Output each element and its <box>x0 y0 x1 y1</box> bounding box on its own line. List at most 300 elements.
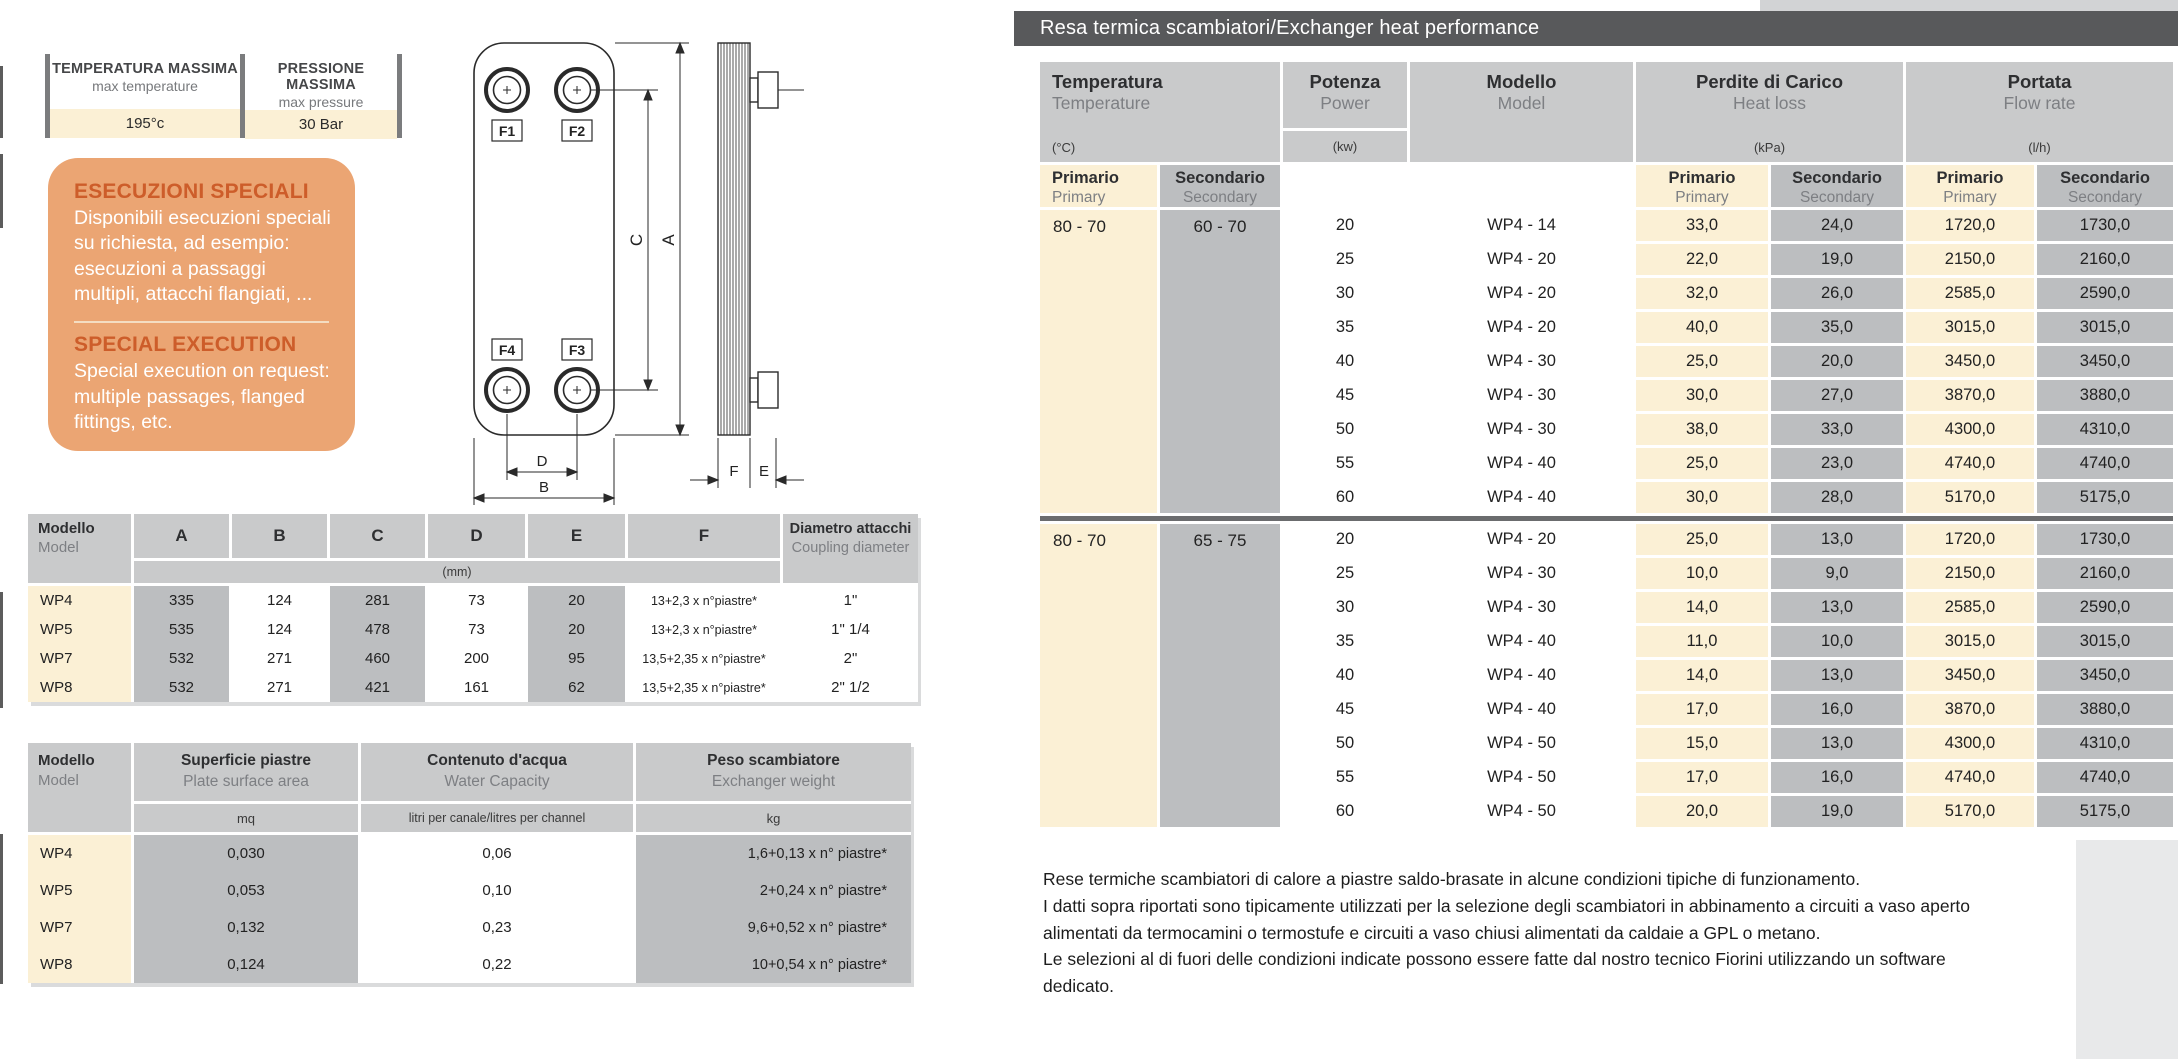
capacity-cell: 0,22 <box>361 946 633 983</box>
performance-row <box>1283 482 2173 513</box>
heat-loss-secondary-cell: 16,0 <box>1771 694 1903 725</box>
model-cell: WP4 - 14 <box>1410 210 1633 241</box>
heat-loss-primary-cell: 10,0 <box>1636 558 1768 589</box>
capacity-cell: 0,10 <box>361 872 633 909</box>
section-title: Resa termica scambiatori/Exchanger heat performance <box>1040 17 1540 39</box>
primary-temp-value: 80 - 70 <box>1040 210 1157 513</box>
weight-unit: kg <box>636 804 911 832</box>
dimension-letter: B <box>232 514 327 558</box>
power-cell: 60 <box>1283 482 1407 513</box>
table-row <box>28 909 911 946</box>
heat-loss-primary-cell: 33,0 <box>1636 210 1768 241</box>
performance-row <box>1283 728 2173 759</box>
notes-text <box>1043 866 1978 1000</box>
power-cell: 60 <box>1283 796 1407 827</box>
heat-loss-secondary-cell: 16,0 <box>1771 762 1903 793</box>
surface-header-it: Superficie piastre <box>180 752 312 769</box>
dim-a-cell: 335 <box>134 586 229 615</box>
secondary-label-en: Secondary <box>2067 188 2143 206</box>
capacity-unit: litri per canale/litres per channel <box>361 804 633 832</box>
primary-label-en: Primary <box>1675 188 1729 206</box>
coupling-header-en: Coupling diameter <box>791 539 910 556</box>
flow-rate-primary-cell: 5170,0 <box>1906 482 2034 513</box>
flow-rate-header-it: Portata <box>2007 71 2072 92</box>
coupling-cell: 1" <box>783 586 918 615</box>
heat-loss-primary-cell: 11,0 <box>1636 626 1768 657</box>
flow-rate-secondary-cell: 2590,0 <box>2037 592 2173 623</box>
model-cell: WP4 - 30 <box>1410 380 1633 411</box>
heat-loss-secondary-cell: 26,0 <box>1771 278 1903 309</box>
plate-surface-header <box>134 743 358 832</box>
spec-boxes <box>45 54 402 138</box>
performance-row <box>1283 660 2173 691</box>
power-header-en: Power <box>1320 93 1370 114</box>
flow-rate-secondary-cell: 3880,0 <box>2037 380 2173 411</box>
flow-rate-primary-cell: 3870,0 <box>1906 380 2034 411</box>
power-cell: 20 <box>1283 210 1407 241</box>
flow-rate-primary-cell: 2150,0 <box>1906 558 2034 589</box>
dim-b-cell: 124 <box>232 586 327 615</box>
empty-subheader <box>1410 165 1633 207</box>
model-cell: WP4 - 40 <box>1410 694 1633 725</box>
secondary-label-it: Secondario <box>1792 169 1882 187</box>
heat-loss-primary-cell: 15,0 <box>1636 728 1768 759</box>
flow-rate-header <box>1906 62 2173 162</box>
performance-row <box>1283 626 2173 657</box>
dim-e-cell: 20 <box>528 615 625 644</box>
model-cell: WP4 - 40 <box>1410 626 1633 657</box>
model-cell: WP4 - 30 <box>1410 592 1633 623</box>
note-paragraph: I datti sopra riportati sono tipicamente utilizzati per la selezione degli scambiatori in abbinamento a circuiti a vaso aperto alimentati da termocamini o termostufe e circuiti a vaso chiusi alimentati da caldaie a GPL o metano. <box>1043 895 1971 943</box>
max-pressure-box <box>245 54 397 138</box>
primary-label-it: Primario <box>1668 169 1736 187</box>
dim-b-cell: 124 <box>232 615 327 644</box>
flow-rate-secondary-cell: 3450,0 <box>2037 346 2173 377</box>
secondary-temp-value: 65 - 75 <box>1160 524 1280 827</box>
dim-d-cell: 200 <box>428 644 525 673</box>
special-executions-body-it: Disponibili esecuzioni speciali su richiesta, ad esempio: esecuzioni a passaggi multipli, attacchi flangiati, ... <box>74 207 331 306</box>
surface-unit: mq <box>134 804 358 832</box>
model-cell: WP4 - 20 <box>1410 278 1633 309</box>
dim-label-c: C <box>627 233 646 247</box>
capacity-cell: 0,06 <box>361 835 633 872</box>
power-cell: 55 <box>1283 448 1407 479</box>
coupling-cell: 2" <box>783 644 918 673</box>
power-cell: 45 <box>1283 694 1407 725</box>
divider-line <box>74 321 329 323</box>
dimensions-table-header <box>28 514 918 583</box>
power-unit: (kw) <box>1283 131 1407 162</box>
model-cell: WP4 <box>28 835 131 872</box>
performance-row <box>1283 244 2173 275</box>
flow-rate-primary-cell: 1720,0 <box>1906 524 2034 555</box>
weight-cell: 2+0,24 x n° piastre* <box>636 872 911 909</box>
power-cell: 30 <box>1283 592 1407 623</box>
group-1-rows <box>1283 210 2173 513</box>
exchanger-weight-header <box>636 743 911 832</box>
exchanger-technical-drawing <box>452 28 810 510</box>
port-label-f1: F1 <box>498 123 516 139</box>
dimension-letter: E <box>528 514 625 558</box>
power-cell: 25 <box>1283 244 1407 275</box>
heat-loss-secondary-cell: 33,0 <box>1771 414 1903 445</box>
temperature-group-1 <box>1040 210 2173 513</box>
model-cell: WP4 <box>28 586 131 615</box>
secondary-temp-value: 60 - 70 <box>1160 210 1280 513</box>
model-column-header <box>28 743 131 832</box>
max-temperature-title: TEMPERATURA MASSIMA <box>52 61 238 77</box>
flow-rate-secondary-cell: 2590,0 <box>2037 278 2173 309</box>
heat-loss-secondary-cell: 23,0 <box>1771 448 1903 479</box>
performance-row <box>1283 762 2173 793</box>
flow-rate-secondary-cell: 3450,0 <box>2037 660 2173 691</box>
page-edge-mark <box>0 834 3 984</box>
properties-table-body <box>28 835 911 983</box>
dimension-letter: A <box>134 514 229 558</box>
power-header-it: Potenza <box>1309 71 1381 92</box>
flow-rate-secondary-cell: 4740,0 <box>2037 448 2173 479</box>
model-cell: WP8 <box>28 673 131 702</box>
flow-rate-primary-cell: 3450,0 <box>1906 346 2034 377</box>
capacity-header-en: Water Capacity <box>444 772 550 790</box>
flow-rate-primary-cell: 3450,0 <box>1906 660 2034 691</box>
heat-loss-primary-cell: 38,0 <box>1636 414 1768 445</box>
model-header-it: Modello <box>1486 71 1557 92</box>
heat-loss-primary-cell: 25,0 <box>1636 346 1768 377</box>
max-temperature-labels <box>50 54 240 109</box>
dim-label-a: A <box>659 234 678 246</box>
heat-loss-primary-cell: 17,0 <box>1636 762 1768 793</box>
flow-rate-primary-subheader <box>1906 165 2034 207</box>
performance-row <box>1283 694 2173 725</box>
weight-cell: 10+0,54 x n° piastre* <box>636 946 911 983</box>
flow-rate-secondary-cell: 2160,0 <box>2037 244 2173 275</box>
flow-rate-unit: (l/h) <box>2028 140 2051 155</box>
performance-row <box>1283 448 2173 479</box>
model-cell: WP4 - 50 <box>1410 762 1633 793</box>
flow-rate-secondary-cell: 4310,0 <box>2037 414 2173 445</box>
flow-rate-secondary-cell: 3015,0 <box>2037 626 2173 657</box>
dimensions-table-body <box>28 586 918 702</box>
heat-loss-primary-cell: 17,0 <box>1636 694 1768 725</box>
flow-rate-secondary-cell: 1730,0 <box>2037 524 2173 555</box>
power-cell: 30 <box>1283 278 1407 309</box>
flow-rate-secondary-cell: 4740,0 <box>2037 762 2173 793</box>
dim-f-cell: 13+2,3 x n°piastre* <box>628 615 780 644</box>
primary-label-it: Primario <box>1936 169 2004 187</box>
dim-c-cell: 421 <box>330 673 425 702</box>
section-title-bar <box>1014 11 2178 46</box>
performance-subheader <box>1040 165 2173 207</box>
heat-loss-primary-cell: 20,0 <box>1636 796 1768 827</box>
page-edge-strip <box>1760 0 2178 11</box>
side-view-pack <box>718 43 750 435</box>
dimension-letter: D <box>428 514 525 558</box>
performance-row <box>1283 592 2173 623</box>
coupling-column-header <box>783 514 918 583</box>
performance-row <box>1283 278 2173 309</box>
properties-table <box>28 743 911 983</box>
table-row <box>28 946 911 983</box>
flow-rate-secondary-cell: 1730,0 <box>2037 210 2173 241</box>
power-cell: 25 <box>1283 558 1407 589</box>
port-label-f4: F4 <box>498 342 516 358</box>
performance-row <box>1283 796 2173 827</box>
table-row <box>28 835 911 872</box>
port-label-f3: F3 <box>568 342 586 358</box>
dim-label-d: D <box>536 453 548 470</box>
flow-rate-primary-cell: 5170,0 <box>1906 796 2034 827</box>
flow-rate-secondary-cell: 3880,0 <box>2037 694 2173 725</box>
model-header-en: Model <box>1497 93 1546 114</box>
heat-loss-primary-cell: 14,0 <box>1636 660 1768 691</box>
port-label-f2: F2 <box>568 123 586 139</box>
dimensions-table <box>28 514 918 702</box>
capacity-header-it: Contenuto d'acqua <box>427 752 567 769</box>
surface-cell: 0,132 <box>134 909 358 946</box>
page-edge-mark <box>0 154 3 228</box>
model-cell: WP4 - 20 <box>1410 244 1633 275</box>
page-edge-strip <box>2076 840 2178 1059</box>
special-executions-title-en: SPECIAL EXECUTION <box>74 333 297 357</box>
weight-cell: 9,6+0,52 x n° piastre* <box>636 909 911 946</box>
performance-row <box>1283 380 2173 411</box>
heat-loss-primary-cell: 32,0 <box>1636 278 1768 309</box>
model-header-it: Modello <box>38 752 95 769</box>
heat-loss-primary-cell: 14,0 <box>1636 592 1768 623</box>
model-cell: WP5 <box>28 615 131 644</box>
flow-rate-primary-cell: 4740,0 <box>1906 762 2034 793</box>
dim-label-e: E <box>758 463 770 480</box>
table-row <box>28 615 918 644</box>
model-cell: WP4 - 30 <box>1410 346 1633 377</box>
group-divider <box>1040 516 2173 521</box>
max-pressure-value: 30 Bar <box>245 110 397 139</box>
power-cell: 40 <box>1283 346 1407 377</box>
weight-header-it: Peso scambiatore <box>707 752 840 769</box>
dim-c-cell: 281 <box>330 586 425 615</box>
max-pressure-title: PRESSIONE MASSIMA <box>277 61 365 93</box>
heat-loss-primary-cell: 30,0 <box>1636 482 1768 513</box>
primary-label-en: Primary <box>1052 188 1106 206</box>
dim-e-cell: 95 <box>528 644 625 673</box>
power-cell: 45 <box>1283 380 1407 411</box>
model-cell: WP4 - 40 <box>1410 448 1633 479</box>
secondary-label-it: Secondario <box>2060 169 2150 187</box>
special-executions-box <box>48 158 355 451</box>
dim-a-cell: 532 <box>134 644 229 673</box>
heat-loss-primary-subheader <box>1636 165 1768 207</box>
max-temperature-box <box>50 54 240 138</box>
model-header-en: Model <box>38 538 79 556</box>
heat-loss-secondary-cell: 19,0 <box>1771 244 1903 275</box>
page-edge-mark <box>0 66 3 138</box>
capacity-cell: 0,23 <box>361 909 633 946</box>
heat-loss-primary-cell: 25,0 <box>1636 448 1768 479</box>
special-executions-body-en: Special execution on request: multiple passages, flanged fittings, etc. <box>74 360 330 434</box>
performance-row <box>1283 312 2173 343</box>
performance-row <box>1283 414 2173 445</box>
table-row <box>28 872 911 909</box>
secondary-label-it: Secondario <box>1175 169 1265 187</box>
heat-loss-primary-cell: 25,0 <box>1636 524 1768 555</box>
model-cell: WP4 - 40 <box>1410 660 1633 691</box>
temp-primary-subheader <box>1040 165 1157 207</box>
heat-loss-secondary-cell: 35,0 <box>1771 312 1903 343</box>
heat-loss-header <box>1636 62 1903 162</box>
coupling-header-it: Diametro attacchi <box>789 521 912 537</box>
temperature-group-2 <box>1040 524 2173 827</box>
max-pressure-labels <box>245 54 397 110</box>
heat-loss-secondary-cell: 24,0 <box>1771 210 1903 241</box>
special-executions-title-it: ESECUZIONI SPECIALI <box>74 180 309 203</box>
model-cell: WP5 <box>28 872 131 909</box>
performance-row <box>1283 210 2173 241</box>
performance-row <box>1283 524 2173 555</box>
group-2-rows <box>1283 524 2173 827</box>
properties-table-header <box>28 743 911 832</box>
heat-loss-primary-cell: 30,0 <box>1636 380 1768 411</box>
flow-rate-primary-cell: 2585,0 <box>1906 592 2034 623</box>
table-row <box>28 644 918 673</box>
heat-loss-secondary-cell: 19,0 <box>1771 796 1903 827</box>
flow-rate-primary-cell: 4300,0 <box>1906 728 2034 759</box>
temp-secondary-subheader <box>1160 165 1280 207</box>
flow-rate-primary-cell: 2585,0 <box>1906 278 2034 309</box>
heat-loss-secondary-cell: 10,0 <box>1771 626 1903 657</box>
flow-rate-secondary-cell: 5175,0 <box>2037 796 2173 827</box>
heat-loss-secondary-cell: 13,0 <box>1771 592 1903 623</box>
power-cell: 35 <box>1283 626 1407 657</box>
heat-loss-secondary-cell: 9,0 <box>1771 558 1903 589</box>
dim-b-cell: 271 <box>232 644 327 673</box>
heat-loss-primary-cell: 22,0 <box>1636 244 1768 275</box>
power-cell: 55 <box>1283 762 1407 793</box>
dim-d-cell: 73 <box>428 586 525 615</box>
model-header-it: Modello <box>38 520 95 537</box>
max-temperature-value: 195°c <box>50 109 240 138</box>
performance-row <box>1283 558 2173 589</box>
dimension-letter-headers <box>134 514 780 558</box>
surface-cell: 0,053 <box>134 872 358 909</box>
coupling-cell: 2" 1/2 <box>783 673 918 702</box>
max-temperature-subtitle: max temperature <box>92 78 198 94</box>
primary-label-en: Primary <box>1943 188 1997 206</box>
flow-rate-header-en: Flow rate <box>2003 93 2076 114</box>
primary-temp-value: 80 - 70 <box>1040 524 1157 827</box>
heat-loss-secondary-cell: 13,0 <box>1771 660 1903 691</box>
flow-rate-primary-cell: 2150,0 <box>1906 244 2034 275</box>
secondary-label-en: Secondary <box>1182 188 1258 206</box>
heat-loss-secondary-cell: 13,0 <box>1771 728 1903 759</box>
weight-header-en: Exchanger weight <box>711 772 836 790</box>
dim-e-cell: 62 <box>528 673 625 702</box>
dim-f-cell: 13,5+2,35 x n°piastre* <box>628 673 780 702</box>
power-cell: 35 <box>1283 312 1407 343</box>
dim-b-cell: 271 <box>232 673 327 702</box>
surface-cell: 0,124 <box>134 946 358 983</box>
heat-loss-secondary-cell: 13,0 <box>1771 524 1903 555</box>
table-row <box>28 673 918 702</box>
dim-a-cell: 532 <box>134 673 229 702</box>
temperature-header <box>1040 62 1280 162</box>
note-paragraph: Le selezioni al di fuori delle condizioni indicate possono essere fatte dal nostro tecnico Fiorini utilizzando un software dedicato. <box>1043 949 1946 997</box>
flow-rate-primary-cell: 3870,0 <box>1906 694 2034 725</box>
coupling-cell: 1" 1/4 <box>783 615 918 644</box>
dim-c-cell: 460 <box>330 644 425 673</box>
model-cell: WP4 - 30 <box>1410 558 1633 589</box>
temperature-unit: (°C) <box>1052 140 1076 155</box>
empty-subheader <box>1283 165 1407 207</box>
flow-rate-primary-cell: 3015,0 <box>1906 312 2034 343</box>
model-cell: WP4 - 50 <box>1410 796 1633 827</box>
model-cell: WP8 <box>28 946 131 983</box>
weight-cell: 1,6+0,13 x n° piastre* <box>636 835 911 872</box>
flow-rate-secondary-subheader <box>2037 165 2173 207</box>
water-capacity-header <box>361 743 633 832</box>
flow-rate-secondary-cell: 2160,0 <box>2037 558 2173 589</box>
flow-rate-primary-cell: 4740,0 <box>1906 448 2034 479</box>
power-header <box>1283 62 1407 162</box>
model-cell: WP4 - 20 <box>1410 524 1633 555</box>
model-cell: WP4 - 20 <box>1410 312 1633 343</box>
heat-loss-secondary-cell: 20,0 <box>1771 346 1903 377</box>
dimension-letter: C <box>330 514 425 558</box>
model-cell: WP7 <box>28 909 131 946</box>
page-edge-mark <box>0 592 3 708</box>
max-pressure-subtitle: max pressure <box>278 94 364 110</box>
dim-label-f: F <box>729 463 739 480</box>
flow-rate-primary-cell: 4300,0 <box>1906 414 2034 445</box>
heat-loss-header-it: Perdite di Carico <box>1695 71 1843 92</box>
note-paragraph: Rese termiche scambiatori di calore a piastre saldo-brasate in alcune condizioni tipiche di funzionamento. <box>1043 869 1861 889</box>
flow-rate-secondary-cell: 5175,0 <box>2037 482 2173 513</box>
heat-loss-header-en: Heat loss <box>1733 93 1806 114</box>
primary-label-it: Primario <box>1052 169 1119 187</box>
model-header-en: Model <box>38 771 79 789</box>
model-cell: WP7 <box>28 644 131 673</box>
unit-row-mm: (mm) <box>134 561 780 583</box>
flow-rate-primary-cell: 3015,0 <box>1906 626 2034 657</box>
flow-rate-secondary-cell: 4310,0 <box>2037 728 2173 759</box>
dim-c-cell: 478 <box>330 615 425 644</box>
table-row <box>28 586 918 615</box>
heat-loss-secondary-cell: 28,0 <box>1771 482 1903 513</box>
temperature-header-it: Temperatura <box>1052 71 1163 92</box>
dimension-letter: F <box>628 514 780 558</box>
flow-rate-secondary-cell: 3015,0 <box>2037 312 2173 343</box>
dim-label-b: B <box>538 479 550 496</box>
model-cell: WP4 - 50 <box>1410 728 1633 759</box>
heat-loss-secondary-cell: 27,0 <box>1771 380 1903 411</box>
surface-header-en: Plate surface area <box>183 772 309 790</box>
heat-loss-unit: (kPa) <box>1753 140 1786 155</box>
performance-table <box>1040 62 2173 827</box>
model-cell: WP4 - 30 <box>1410 414 1633 445</box>
dim-d-cell: 161 <box>428 673 525 702</box>
heat-loss-primary-cell: 40,0 <box>1636 312 1768 343</box>
power-cell: 50 <box>1283 728 1407 759</box>
heat-loss-secondary-subheader <box>1771 165 1903 207</box>
secondary-label-en: Secondary <box>1799 188 1875 206</box>
model-header <box>1410 62 1633 162</box>
dim-d-cell: 73 <box>428 615 525 644</box>
model-cell: WP4 - 40 <box>1410 482 1633 513</box>
power-cell: 40 <box>1283 660 1407 691</box>
model-column-header <box>28 514 131 583</box>
dim-f-cell: 13,5+2,35 x n°piastre* <box>628 644 780 673</box>
surface-cell: 0,030 <box>134 835 358 872</box>
